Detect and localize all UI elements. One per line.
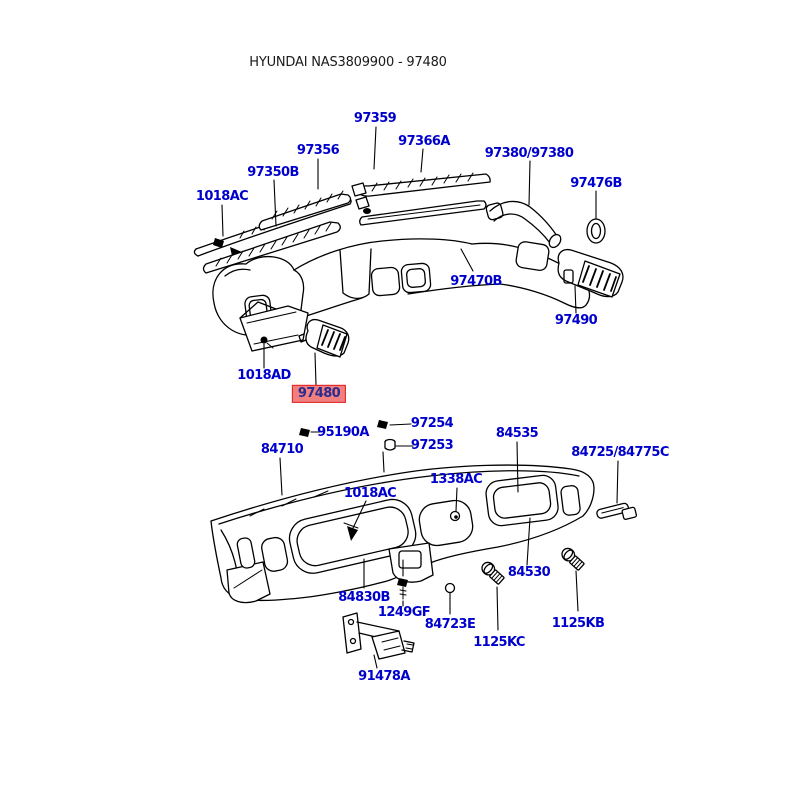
part-label-95190a-11[interactable]: 95190A [317,424,369,440]
upper-duct-assembly [194,173,623,357]
part-drawing-84725 [596,501,637,526]
part-label-1018ac-6[interactable]: 1018AC [195,188,249,204]
part-label-1018ac-15[interactable]: 1018AC [343,485,397,501]
bolt-icon-1125kc [479,560,505,585]
part-label-84535-17[interactable]: 84535 [495,425,539,441]
part-label-84725-84775c-18[interactable]: 84725/84775C [571,444,669,460]
part-label-97254-12[interactable]: 97254 [410,415,454,431]
part-label-1249gf-20[interactable]: 1249GF [377,604,431,620]
grommet-icon-97253 [385,440,395,451]
screw-icon-95190a [299,428,310,437]
part-label-97480-highlighted-10[interactable]: 97480 [292,385,346,403]
part-label-97470b-7[interactable]: 97470B [450,273,502,289]
part-label-1125kc-23[interactable]: 1125KC [473,634,525,650]
part-label-97359-0[interactable]: 97359 [353,110,397,126]
part-label-1338ac-16[interactable]: 1338AC [429,471,483,487]
part-label-84530-22[interactable]: 84530 [507,564,551,580]
part-label-97476b-5[interactable]: 97476B [570,175,622,191]
grommet-icon-84723e [446,584,455,593]
part-label-97490-8[interactable]: 97490 [554,312,598,328]
part-drawing-97366a [357,173,490,196]
screw-icon-1249gf [397,578,408,599]
part-label-97350b-4[interactable]: 97350B [247,164,299,180]
part-label-84830b-19[interactable]: 84830B [338,589,390,605]
part-label-84723e-21[interactable]: 84723E [424,616,476,632]
part-label-97380-97380-3[interactable]: 97380/97380 [484,145,574,161]
part-label-97356-1[interactable]: 97356 [296,142,340,158]
screw-icon-97254 [377,420,388,429]
part-drawing-right-rail [360,201,486,225]
part-label-91478a-25[interactable]: 91478A [358,668,410,684]
part-label-1018ad-9[interactable]: 1018AD [237,367,291,383]
screw-icon-1018ad [261,337,268,344]
part-drawing-97490 [558,250,623,297]
part-drawing-84830b [389,543,433,582]
part-label-1125kb-24[interactable]: 1125KB [551,615,605,631]
page-title: HYUNDAI NAS3809900 - 97480 [249,55,447,70]
part-label-97366a-2[interactable]: 97366A [398,133,450,149]
part-drawing-97476b [587,219,605,243]
bolt-icon-1125kb [559,546,585,571]
part-label-84710-14[interactable]: 84710 [260,441,304,457]
part-label-97253-13[interactable]: 97253 [410,437,454,453]
